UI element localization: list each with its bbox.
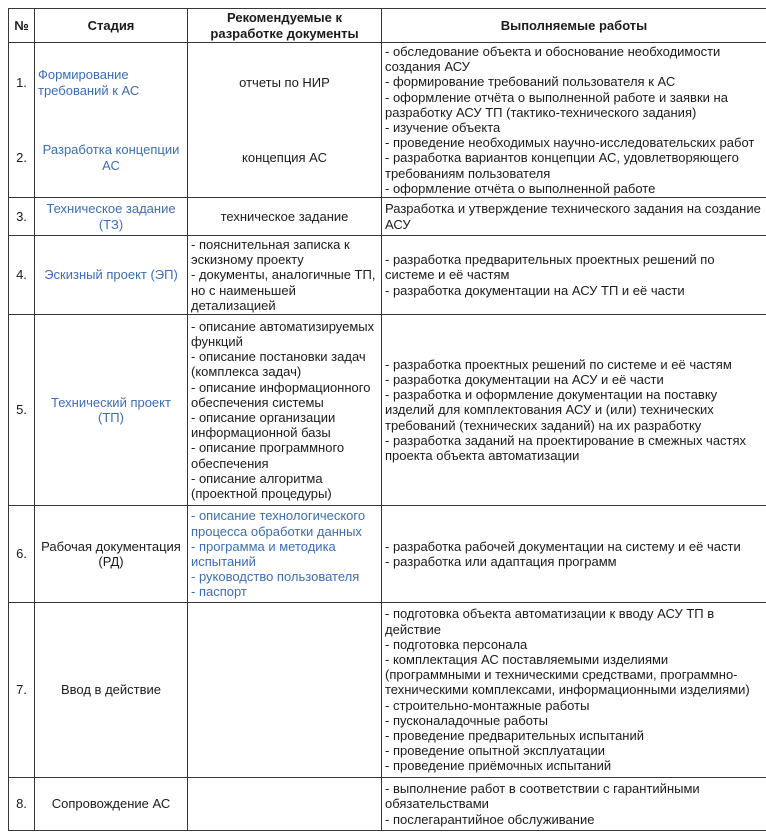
num-cell [9, 43, 35, 198]
doc-link-rukovodstvo-polzovatelya[interactable]: - руководство пользователя [191, 569, 378, 584]
work-item: - проведение опытной эксплуатации [385, 743, 763, 758]
work-item: - разработка и оформление документации на поставку изделий для комплектования АСУ и (или) технических требований (технических заданий) на их разработку [385, 387, 763, 433]
stage-link-eskizny-proekt[interactable]: Эскизный проект (ЭП) [44, 267, 178, 282]
work-item: - выполнение работ в соответствии с гарантийными обязательствами [385, 781, 763, 811]
row-number-2: 2. [12, 120, 31, 195]
stage-cell [35, 778, 188, 831]
doc-item: - пояснительная записка к эскизному проекту [191, 237, 378, 267]
work-item: - разработка или адаптация программ [385, 554, 763, 569]
table-row-4 [9, 236, 766, 315]
column-header-num: № [9, 9, 35, 43]
work-item: - формирование требований пользователя к АС [385, 74, 763, 89]
column-header-works: Выполняемые работы [382, 9, 766, 43]
work-item: - пусконаладочные работы [385, 713, 763, 728]
work-item: - разработка документации на АСУ ТП и её части [385, 283, 763, 298]
stage-link-formirovanie-trebovaniy[interactable]: Формирование требований к АС [38, 67, 184, 97]
table-row-5 [9, 315, 766, 506]
doc-link-programma-i-metodika[interactable]: - программа и методика испытаний [191, 539, 378, 569]
header-row [9, 9, 766, 43]
stage-cell [35, 43, 188, 198]
work-item: - разработка предварительных проектных решений по системе и её частям [385, 252, 763, 282]
doc-item: - описание постановки задач (комплекса задач) [191, 349, 378, 379]
table-row-6 [9, 506, 766, 603]
stage-cell [35, 506, 188, 603]
doc-item: - описание информационного обеспечения системы [191, 380, 378, 410]
column-header-docs: Рекомендуемые к разработке документы [188, 9, 382, 43]
table-row-8 [9, 778, 766, 831]
works-cell [382, 198, 766, 236]
works-cell [382, 236, 766, 315]
stage-cell [35, 315, 188, 506]
work-item: - подготовка объекта автоматизации к вводу АСУ ТП в действие [385, 606, 763, 636]
stage-cell [35, 198, 188, 236]
doc-label: концепция АС [191, 120, 378, 195]
stage-cell [35, 603, 188, 778]
work-item: - разработка заданий на проектирование в смежных частях проекта объекта автоматизации [385, 433, 763, 463]
docs-cell [188, 198, 382, 236]
docs-cell [188, 236, 382, 315]
work-item: - оформление отчёта о выполненной работе [385, 181, 763, 196]
stage-link-tehnicheskoe-zadanie[interactable]: Техническое задание (ТЗ) [46, 201, 175, 231]
work-item: - оформление отчёта о выполненной работе и заявки на разработку АСУ ТП (тактико-технического задания) [385, 90, 763, 120]
table-row-7 [9, 603, 766, 778]
stage-link-razrabotka-koncepcii[interactable]: Разработка концепции АС [38, 142, 184, 172]
row-number-7: 7. [9, 603, 35, 778]
work-item: - подготовка персонала [385, 637, 763, 652]
row-number-4: 4. [9, 236, 35, 315]
work-item: - проведение необходимых научно-исследовательских работ [385, 135, 763, 150]
asu-stages-table [8, 8, 766, 831]
work-item: Разработка и утверждение технического задания на создание АСУ [385, 201, 763, 231]
doc-item: - описание алгоритма (проектной процедуры) [191, 471, 378, 501]
docs-cell [188, 315, 382, 506]
doc-item: - описание автоматизируемых функций [191, 319, 378, 349]
stage-label-soprovozhdenie: Сопровождение АС [52, 796, 171, 811]
doc-item: - описание программного обеспечения [191, 440, 378, 470]
table-band-rows-1-2 [9, 43, 766, 198]
docs-cell [188, 506, 382, 603]
work-item: - изучение объекта [385, 120, 763, 135]
doc-link-pasport[interactable]: - паспорт [191, 584, 378, 599]
stage-label-vvod-v-deystvie: Ввод в действие [61, 682, 161, 697]
works-cell [382, 603, 766, 778]
row-number-3: 3. [9, 198, 35, 236]
works-cell [382, 315, 766, 506]
work-item: - строительно-монтажные работы [385, 698, 763, 713]
docs-cell [188, 43, 382, 198]
works-cell [382, 778, 766, 831]
stage-link-tehnichesky-proekt[interactable]: Технический проект (ТП) [51, 395, 171, 425]
doc-label: отчеты по НИР [191, 45, 378, 120]
row-number-5: 5. [9, 315, 35, 506]
works-cell [382, 43, 766, 198]
work-item: - разработка вариантов концепции АС, удовлетворяющего требованиям пользователя [385, 150, 763, 180]
docs-cell-empty [188, 603, 382, 778]
row-number-1: 1. [12, 45, 31, 120]
work-item: - обследование объекта и обоснование необходимости создания АСУ [385, 44, 763, 74]
stage-cell [35, 236, 188, 315]
row-number-6: 6. [9, 506, 35, 603]
work-item: - комплектация АС поставляемыми изделиями (программными и техническими средствами, программно-техническими комплексами, информационными изделиями) [385, 652, 763, 698]
row-number-8: 8. [9, 778, 35, 831]
doc-item: - документы, аналогичные ТП, но с наименьшей детализацией [191, 267, 378, 313]
works-cell [382, 506, 766, 603]
work-item: - разработка рабочей документации на систему и её части [385, 539, 763, 554]
work-item: - проведение предварительных испытаний [385, 728, 763, 743]
table-row-3 [9, 198, 766, 236]
work-item: - разработка документации на АСУ и её части [385, 372, 763, 387]
doc-link-opisanie-tehprocessa[interactable]: - описание технологического процесса обработки данных [191, 508, 378, 538]
doc-label: техническое задание [221, 209, 349, 224]
work-item: - послегарантийное обслуживание [385, 812, 763, 827]
column-header-stage: Стадия [35, 9, 188, 43]
docs-cell-empty [188, 778, 382, 831]
work-item: - разработка проектных решений по системе и её частям [385, 357, 763, 372]
doc-item: - описание организации информационной базы [191, 410, 378, 440]
work-item: - проведение приёмочных испытаний [385, 758, 763, 773]
stage-label-rabochaya-dokumentaciya: Рабочая документация (РД) [41, 539, 181, 569]
